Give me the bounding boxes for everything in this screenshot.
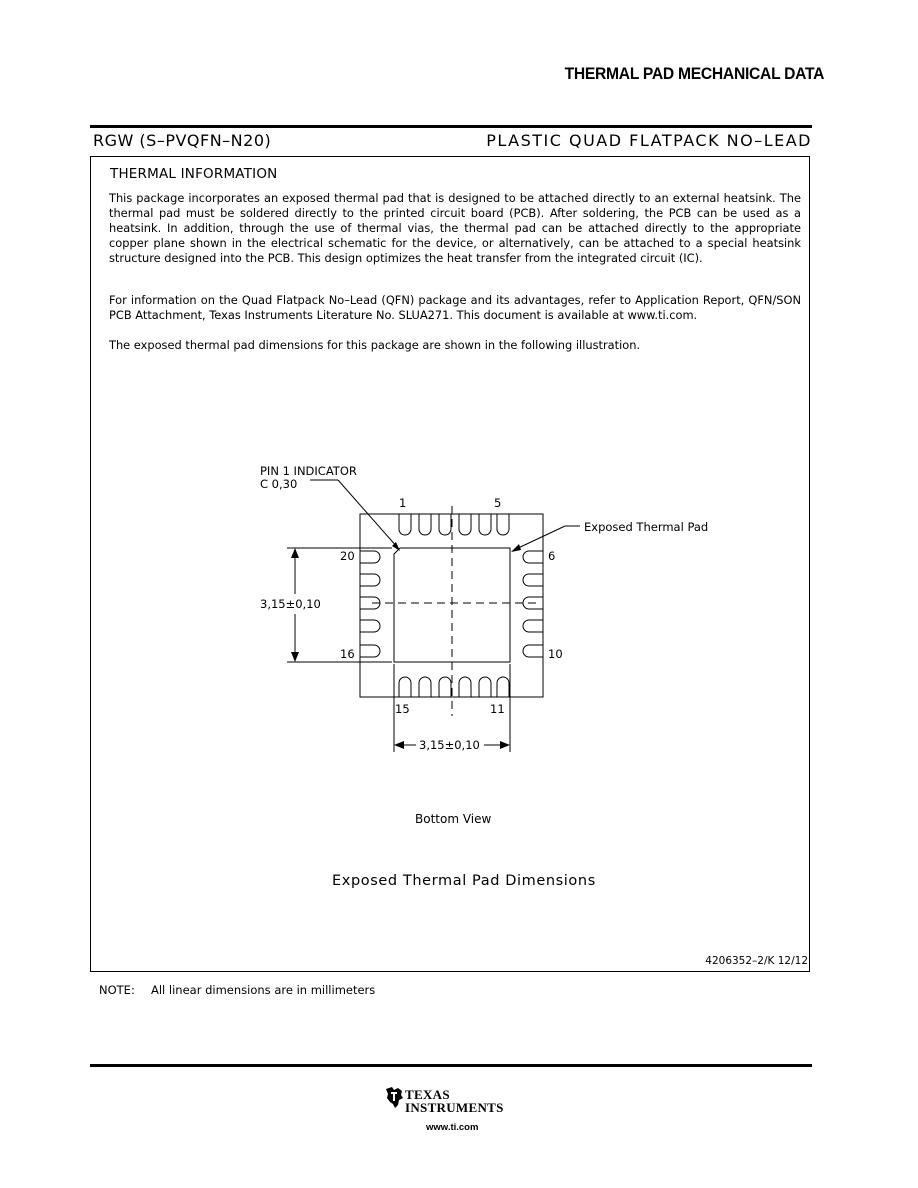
- bottom-view-label: Bottom View: [415, 812, 492, 826]
- top-pins: [399, 514, 509, 535]
- pad-leader: [514, 526, 565, 550]
- exposed-pad-label: Exposed Thermal Pad: [584, 520, 709, 534]
- left-pins: [360, 551, 380, 657]
- note-text: All linear dimensions are in millimeters: [151, 983, 376, 997]
- package-type: PLASTIC QUAD FLATPACK NO–LEAD: [486, 131, 812, 150]
- company-name: [405, 1088, 504, 1114]
- bottom-pins: [399, 677, 509, 697]
- website-link[interactable]: www.ti.com: [426, 1122, 479, 1133]
- package-code: RGW (S–PVQFN–N20): [93, 131, 272, 150]
- height-dimension-label: 3,15±0,10: [260, 597, 321, 611]
- page-title: THERMAL PAD MECHANICAL DATA: [564, 64, 824, 83]
- pin-label-20: 20: [340, 549, 355, 563]
- paragraph-illustration-intro: The exposed thermal pad dimensions for this package are shown in the following illustration.: [109, 338, 641, 352]
- company-name-line1: TEXAS: [405, 1087, 450, 1102]
- chamfer-label: C 0,30: [260, 477, 298, 491]
- pin-label-16: 16: [340, 647, 355, 661]
- pin-label-5: 5: [494, 496, 502, 510]
- paragraph-thermal-pad: This package incorporates an exposed thermal pad that is designed to be attached directly to an external heatsink. The thermal pad must be soldered directly to the printed circuit board (PCB). After soldering, the PCB can be used as a heatsink. In addition, through the use of thermal vias, the thermal pad can be attached directly to the appropriate copper plane shown in the electrical schematic for the device, or alternatively, can be attached to a special heatsink structure designed into the PCB. This design optimizes the heat transfer from the integrated circuit (IC).: [109, 191, 801, 265]
- pin1-indicator-label: PIN 1 INDICATOR: [260, 464, 357, 478]
- note-label: NOTE:: [99, 983, 135, 997]
- company-name-line2: INSTRUMENTS: [405, 1100, 504, 1115]
- pin-label-1: 1: [399, 496, 407, 510]
- document-number: 4206352–2/K 12/12: [705, 955, 808, 967]
- center-lines: [372, 506, 536, 716]
- right-pins: [523, 551, 543, 657]
- pin-label-10: 10: [548, 647, 563, 661]
- section-title: THERMAL INFORMATION: [110, 166, 278, 182]
- ti-logo-icon: [384, 1086, 404, 1114]
- bottom-rule: [90, 1064, 812, 1067]
- pin-label-6: 6: [548, 549, 556, 563]
- paragraph-qfn-info: For information on the Quad Flatpack No–Lead (QFN) package and its advantages, refer to Application Report, QFN/SON PCB Attachment, Texas Instruments Literature No. SLUA271. This document is available at www.ti.com.: [109, 293, 801, 322]
- pin-label-11: 11: [490, 702, 505, 716]
- width-dimension-label: 3,15±0,10: [419, 738, 480, 752]
- pin-label-15: 15: [395, 702, 410, 716]
- figure-caption: Exposed Thermal Pad Dimensions: [332, 873, 596, 889]
